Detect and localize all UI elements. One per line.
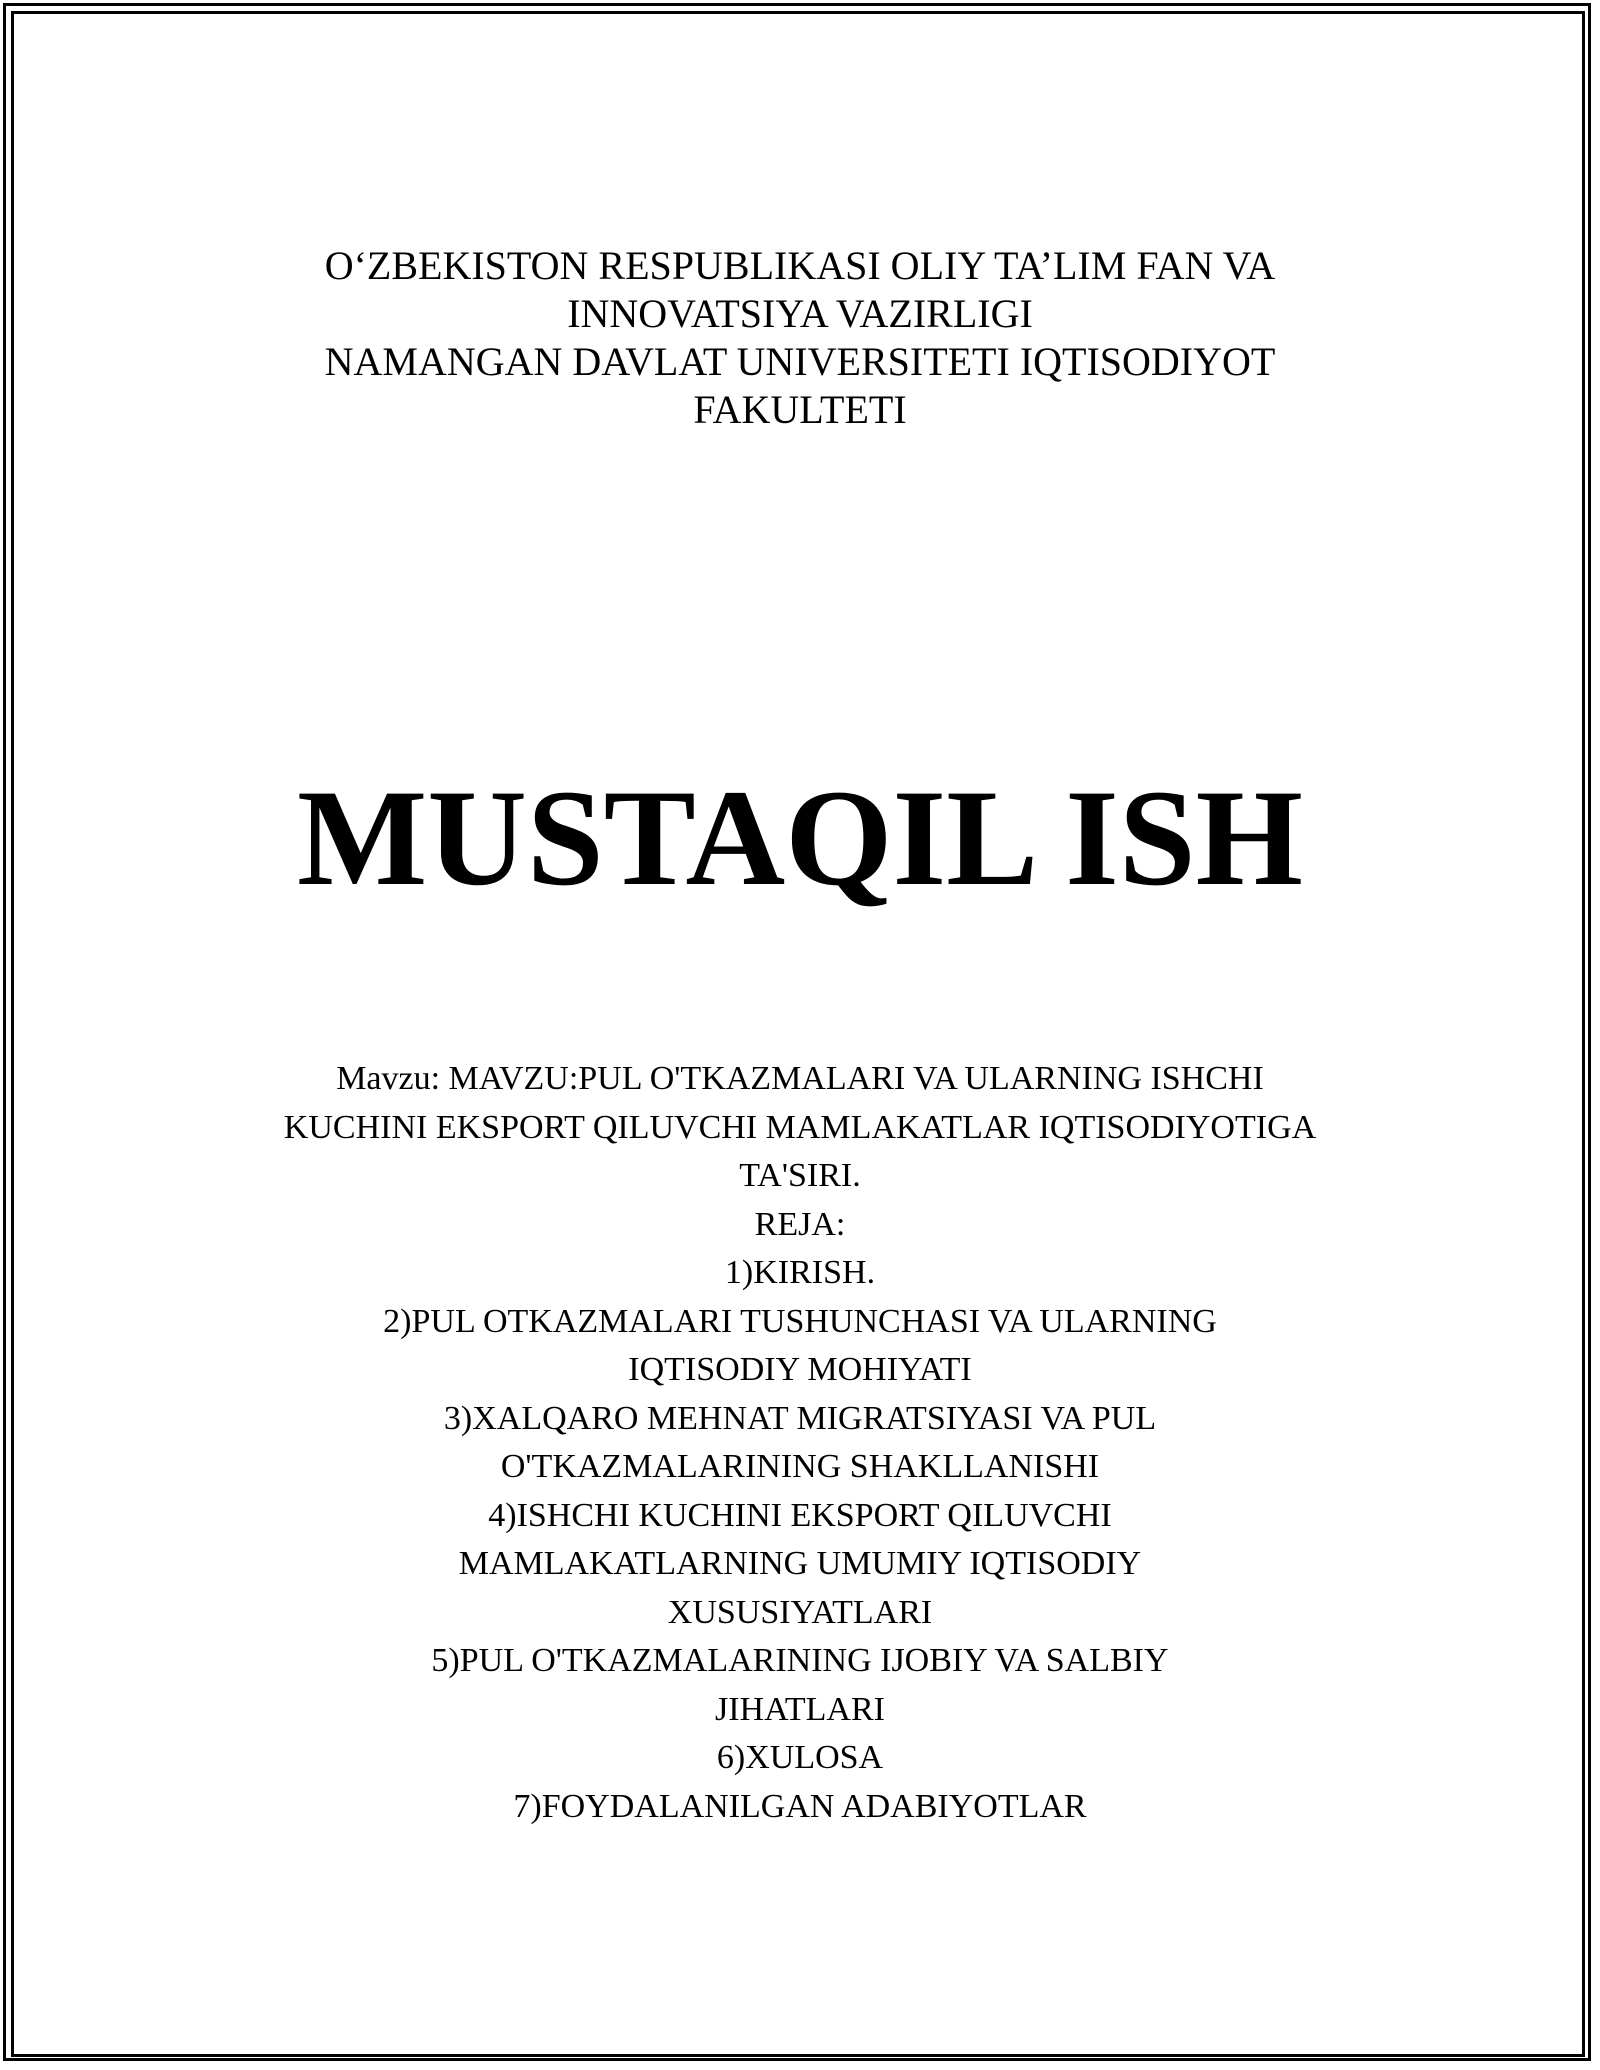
plan-item: 3)XALQARO MEHNAT MIGRATSIYASI VA PUL <box>443 1399 1157 1437</box>
plan-item: 7)FOYDALANILGAN ADABIYOTLAR <box>513 1787 1087 1825</box>
plan-item: 4)ISHCHI KUCHINI EKSPORT QILUVCHI <box>488 1496 1112 1534</box>
institution-header <box>0 242 1600 434</box>
header-line: INNOVATSIYA VAZIRLIGI <box>567 291 1033 336</box>
plan-item: MAMLAKATLARNING UMUMIY IQTISODIY <box>458 1545 1142 1582</box>
header-line: FAKULTETI <box>693 387 907 432</box>
topic-line: Mavzu: MAVZU:PUL O'TKAZMALARI VA ULARNING ISHCHI <box>336 1060 1264 1097</box>
document-title: MUSTAQIL ISH <box>297 761 1303 914</box>
plan-item: 5)PUL O'TKAZMALARINING IJOBIY VA SALBIY <box>431 1642 1169 1679</box>
plan-item: JIHATLARI <box>715 1690 885 1728</box>
topic-line: TA'SIRI. <box>739 1157 861 1194</box>
plan-item: 6)XULOSA <box>716 1739 884 1776</box>
plan-item: 2)PUL OTKAZMALARI TUSHUNCHASI VA ULARNING <box>383 1302 1217 1340</box>
header-line: NAMANGAN DAVLAT UNIVERSITETI IQTISODIYOT <box>324 339 1276 384</box>
topic-and-plan <box>0 1055 1600 1831</box>
plan-item: IQTISODIY MOHIYATI <box>628 1351 972 1388</box>
header-line: O‘ZBEKISTON RESPUBLIKASI OLIY TA’LIM FAN VA <box>324 243 1276 288</box>
plan-heading: REJA: <box>754 1205 846 1243</box>
plan-item: XUSUSIYATLARI <box>667 1593 933 1631</box>
plan-item: 1)KIRISH. <box>724 1254 876 1291</box>
topic-line: KUCHINI EKSPORT QILUVCHI MAMLAKATLAR IQTISODIYOTIGA <box>283 1108 1317 1146</box>
plan-item: O'TKAZMALARINING SHAKLLANISHI <box>500 1448 1100 1485</box>
